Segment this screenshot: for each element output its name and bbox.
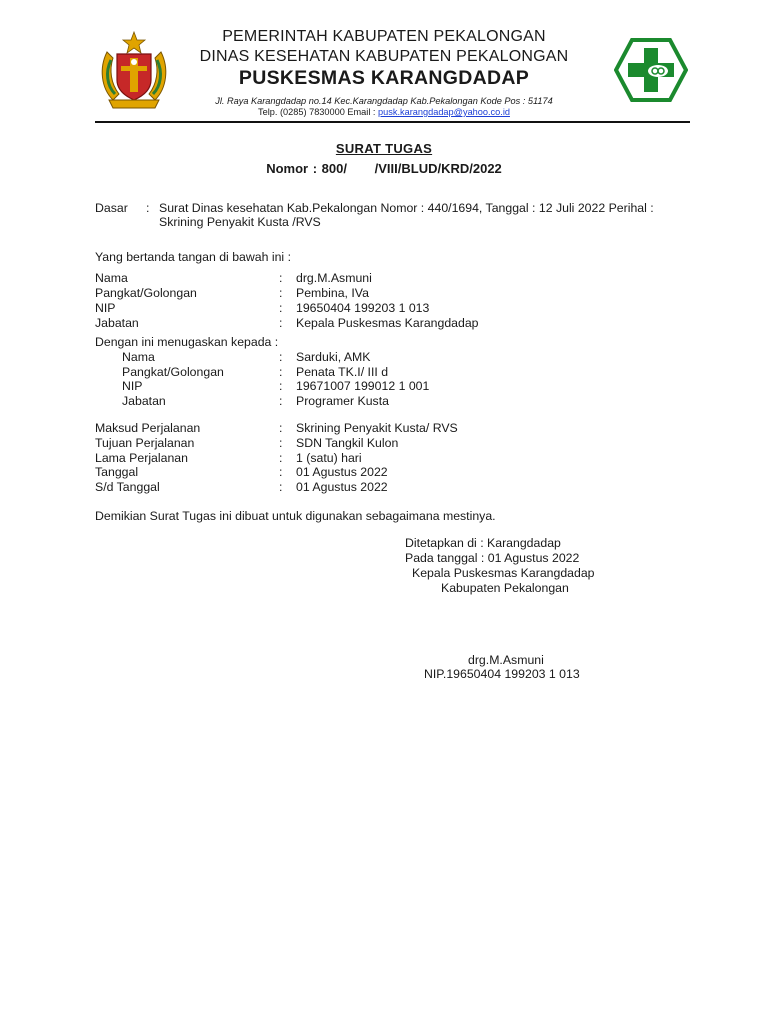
travel-label-purpose: Maksud Perjalanan <box>95 421 201 435</box>
signer-value-rank: Pembina, IVa <box>296 286 369 300</box>
travel-label-date: Tanggal <box>95 465 139 479</box>
assignee-label-rank: Pangkat/Golongan <box>122 365 224 379</box>
assignee-label-position: Jabatan <box>122 394 166 408</box>
header-email-link[interactable]: pusk.karangdadap@yahoo.co.id <box>378 107 510 117</box>
header-contact <box>0 107 768 117</box>
document-number: Nomor : 800/ /VIII/BLUD/KRD/2022 <box>266 161 502 176</box>
travel-colon: : <box>279 465 283 479</box>
signer-colon: : <box>279 286 283 300</box>
signer-intro: Yang bertanda tangan di bawah ini : <box>95 250 291 264</box>
assignee-colon: : <box>279 365 283 379</box>
signer-value-name: drg.M.Asmuni <box>296 271 372 285</box>
assignee-label-name: Nama <box>122 350 155 364</box>
header-government: PEMERINTAH KABUPATEN PEKALONGAN <box>222 28 546 45</box>
signer-colon: : <box>279 301 283 315</box>
signer-colon: : <box>279 271 283 285</box>
signer-label-position: Jabatan <box>95 316 139 330</box>
dasar-text-line1: Surat Dinas kesehatan Kab.Pekalongan Nomor : 440/1694, Tanggal : 12 Juli 2022 Perihal : <box>159 201 654 215</box>
header-institution: PUSKESMAS KARANGDADAP <box>238 67 530 89</box>
travel-value-end-date: 01 Agustus 2022 <box>296 480 388 494</box>
signature-name: drg.M.Asmuni <box>468 653 544 667</box>
travel-label-destination: Tujuan Perjalanan <box>95 436 195 450</box>
travel-value-duration: 1 (satu) hari <box>296 451 362 465</box>
signer-value-nip: 19650404 199203 1 013 <box>296 301 430 315</box>
signer-value-position: Kepala Puskesmas Karangdadap <box>296 316 479 330</box>
signature-date: Pada tanggal : 01 Agustus 2022 <box>405 551 580 565</box>
closing-statement: Demikian Surat Tugas ini dibuat untuk digunakan sebagaimana mestinya. <box>95 509 496 523</box>
header-address: Jl. Raya Karangdadap no.14 Kec.Karangdadap Kab.Pekalongan Kode Pos : 51174 <box>215 96 553 106</box>
signer-colon: : <box>279 316 283 330</box>
dasar-label: Dasar <box>95 201 128 215</box>
assignee-colon: : <box>279 394 283 408</box>
signer-label-nip: NIP <box>95 301 116 315</box>
letterhead-divider <box>95 121 690 123</box>
header-phone: Telp. (0285) 7830000 Email : <box>258 107 379 117</box>
travel-value-date: 01 Agustus 2022 <box>296 465 388 479</box>
signer-label-rank: Pangkat/Golongan <box>95 286 197 300</box>
dasar-text-line2: Skrining Penyakit Kusta /RVS <box>159 215 321 229</box>
assignee-label-nip: NIP <box>122 379 143 393</box>
signature-position: Kepala Puskesmas Karangdadap <box>412 566 595 580</box>
travel-colon: : <box>279 451 283 465</box>
travel-colon: : <box>279 421 283 435</box>
assignee-value-name: Sarduki, AMK <box>296 350 371 364</box>
assignee-colon: : <box>279 379 283 393</box>
signature-place: Ditetapkan di : Karangdadap <box>405 536 561 550</box>
travel-colon: : <box>279 480 283 494</box>
travel-value-destination: SDN Tangkil Kulon <box>296 436 399 450</box>
travel-colon: : <box>279 436 283 450</box>
assignee-value-position: Programer Kusta <box>296 394 389 408</box>
assignee-colon: : <box>279 350 283 364</box>
document-title: SURAT TUGAS <box>335 141 433 156</box>
signature-nip: NIP.19650404 199203 1 013 <box>424 667 580 681</box>
dasar-colon: : <box>146 201 150 215</box>
assignee-value-rank: Penata TK.I/ III d <box>296 365 389 379</box>
assignee-value-nip: 19671007 199012 1 001 <box>296 379 430 393</box>
assign-intro: Dengan ini menugaskan kepada : <box>95 335 279 349</box>
travel-label-end-date: S/d Tanggal <box>95 480 160 494</box>
signer-label-name: Nama <box>95 271 128 285</box>
travel-label-duration: Lama Perjalanan <box>95 451 188 465</box>
signature-region: Kabupaten Pekalongan <box>441 581 569 595</box>
header-agency: DINAS KESEHATAN KABUPATEN PEKALONGAN <box>199 48 569 65</box>
travel-value-purpose: Skrining Penyakit Kusta/ RVS <box>296 421 458 435</box>
